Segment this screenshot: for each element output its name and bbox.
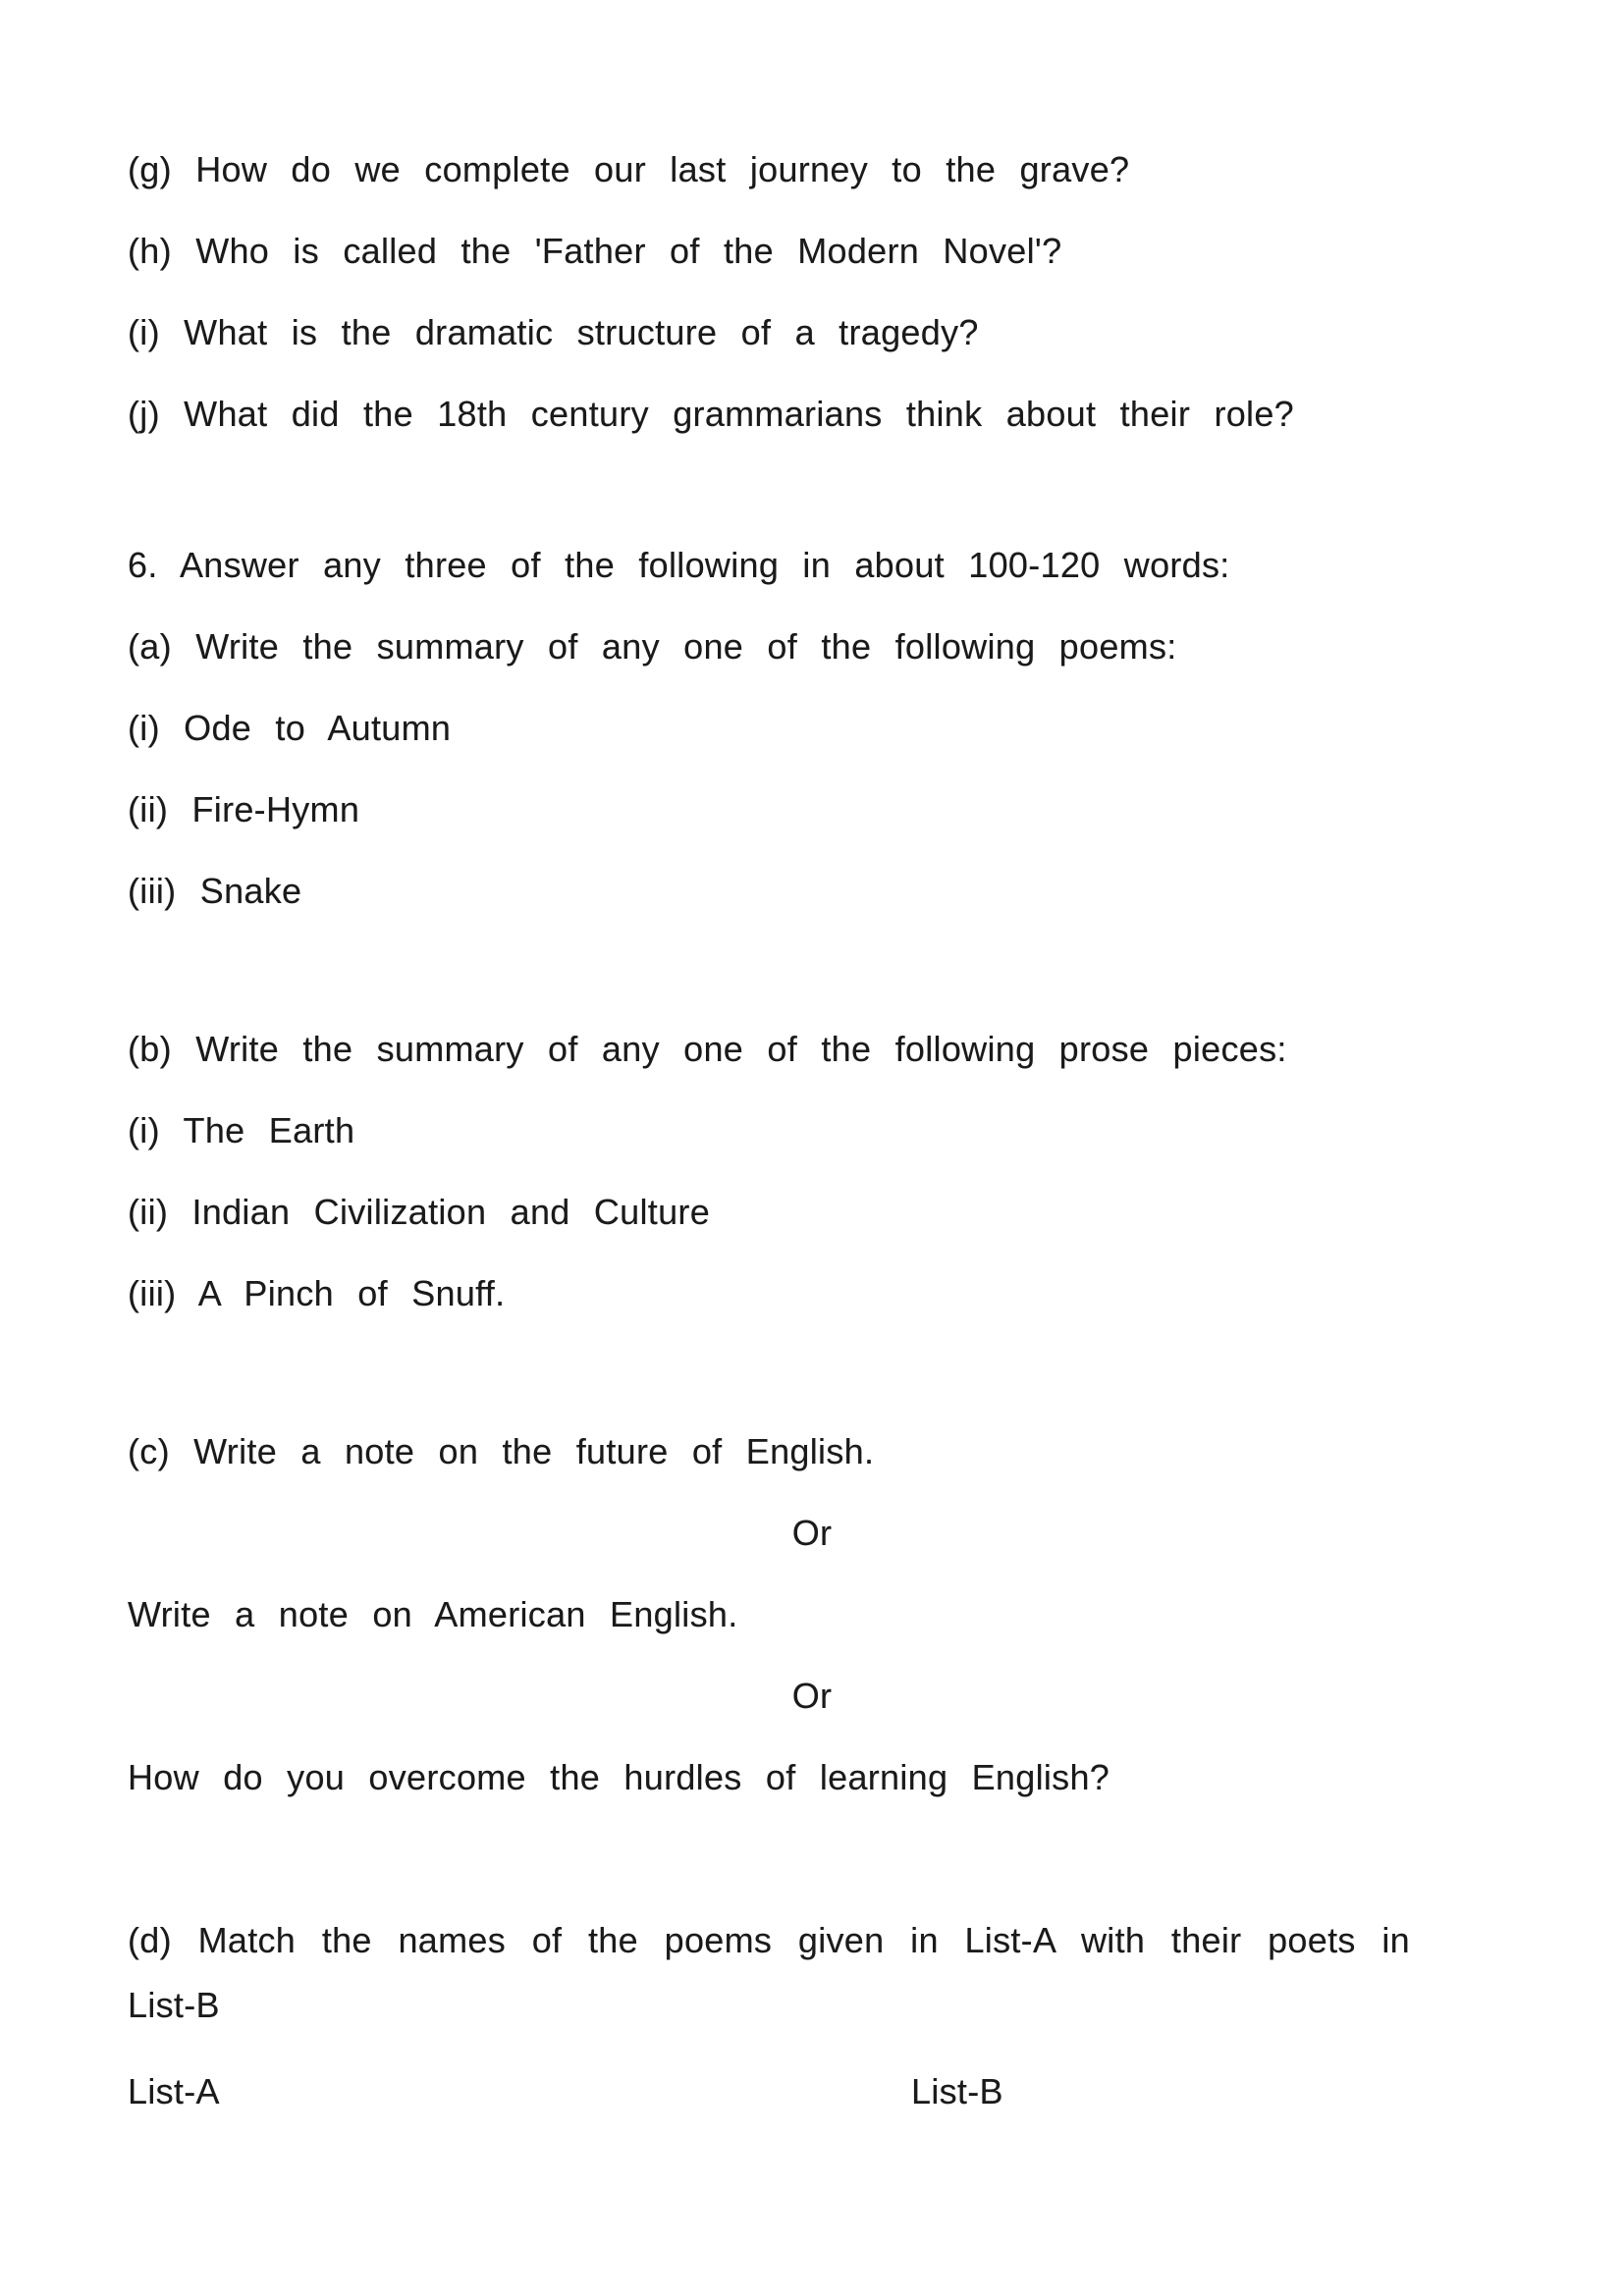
question-6-heading: 6. Answer any three of the following in about 100-120 words:: [128, 545, 1230, 585]
question-6b-prompt: (b) Write the summary of any one of the following prose pieces:: [128, 1029, 1287, 1069]
question-5g: (g) How do we complete our last journey to the grave?: [128, 149, 1130, 189]
question-6a-option-i: (i) Ode to Autumn: [128, 708, 452, 748]
question-6c-prompt: (c) Write a note on the future of English.: [128, 1431, 875, 1471]
question-6c-alternative-2: How do you overcome the hurdles of learning English?: [128, 1757, 1110, 1797]
question-6d-prompt-line-2: List-B: [128, 1985, 220, 2025]
question-6a-option-ii: (ii) Fire-Hymn: [128, 789, 360, 829]
list-b-header: List-B: [911, 2071, 1003, 2111]
question-6a-option-iii: (iii) Snake: [128, 871, 302, 911]
list-a-header: List-A: [128, 2071, 220, 2111]
question-5h: (h) Who is called the 'Father of the Modern Novel'?: [128, 231, 1062, 271]
question-6b-option-i: (i) The Earth: [128, 1110, 355, 1150]
question-6c-alternative-1: Write a note on American English.: [128, 1594, 738, 1634]
or-divider-1: Or: [791, 1513, 833, 1553]
question-6b-option-iii: (iii) A Pinch of Snuff.: [128, 1273, 506, 1313]
question-6b-option-ii: (ii) Indian Civilization and Culture: [128, 1192, 711, 1232]
question-6d-prompt-line-1: (d) Match the names of the poems given in List-A with their poets in: [128, 1920, 1410, 1960]
or-divider-2: Or: [791, 1676, 833, 1716]
question-5j: (j) What did the 18th century grammarians think about their role?: [128, 394, 1294, 434]
question-5i: (i) What is the dramatic structure of a tragedy?: [128, 312, 979, 352]
match-lists-header-row: [128, 2067, 1496, 2116]
question-6a-prompt: (a) Write the summary of any one of the following poems:: [128, 626, 1177, 667]
